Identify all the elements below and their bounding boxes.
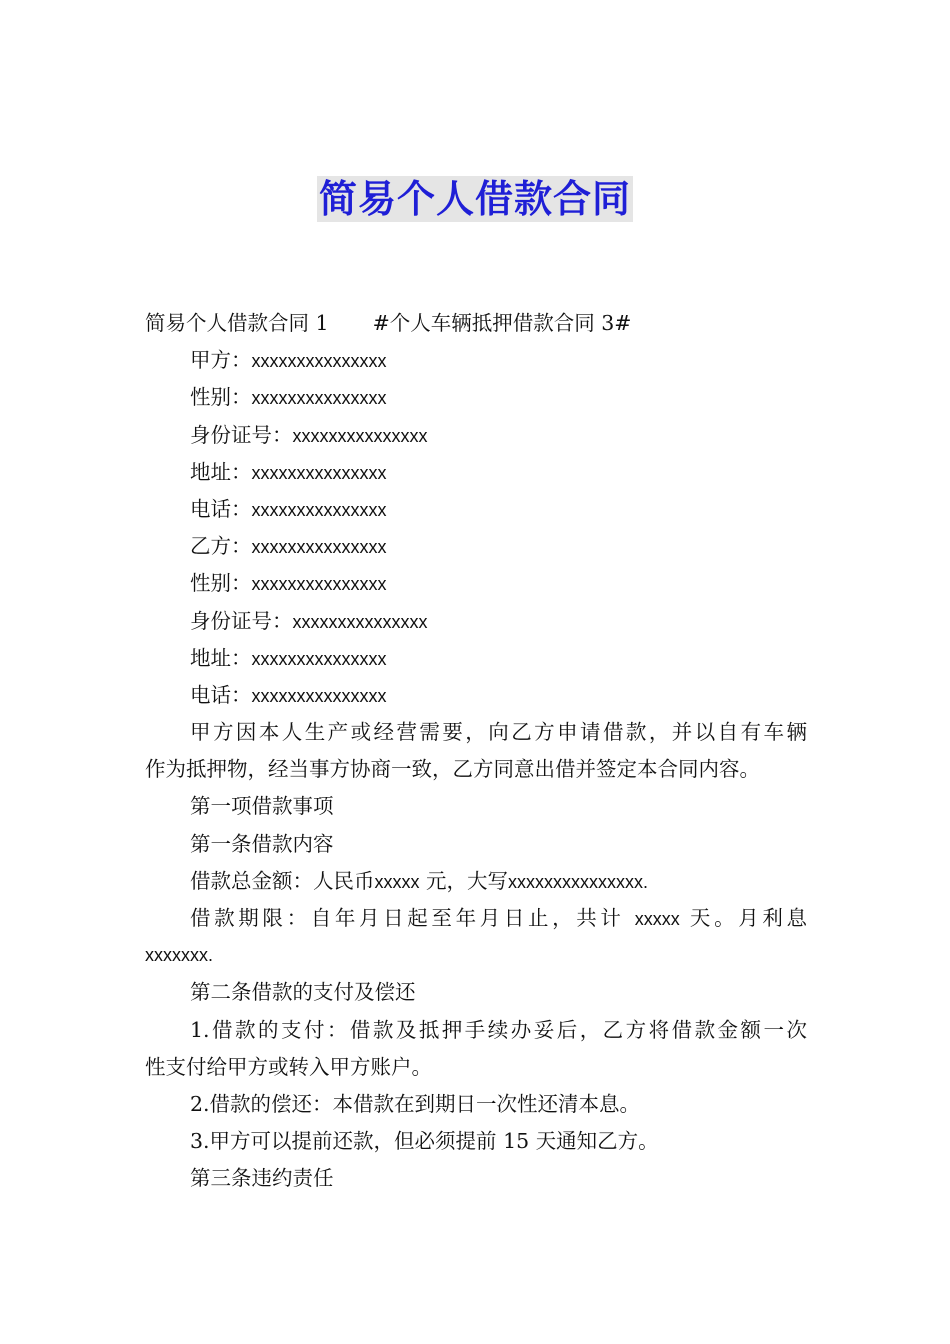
- field-label: 地址：: [190, 459, 252, 484]
- party-b-phone: [145, 677, 807, 714]
- amount-mid: 元，大写: [426, 868, 509, 893]
- field-label: 甲方：: [190, 348, 252, 373]
- term-prefix: 借款期限：自年月日起至年月日止，共计: [190, 906, 625, 930]
- intro-line-1: 甲方因本人生产或经营需要，向乙方申请借款，并以自有车辆: [190, 720, 807, 745]
- party-a-name: [145, 342, 807, 379]
- party-b-name: [145, 528, 807, 565]
- loan-term-line-2: xxxxxxx.: [145, 945, 214, 966]
- field-label: 电话：: [190, 496, 252, 521]
- field-value: xxxxxxxxxxxxxxx: [251, 574, 387, 595]
- party-b-id: [145, 603, 807, 640]
- party-b-gender: [145, 565, 807, 602]
- party-a-phone: [145, 491, 807, 528]
- loan-amount-line: [145, 863, 807, 900]
- amount-value: xxxxx: [374, 871, 420, 892]
- party-a-id: [145, 417, 807, 454]
- document-body: [145, 305, 807, 1198]
- title-container: [0, 176, 950, 222]
- term-days: xxxxx: [634, 909, 680, 929]
- field-value: xxxxxxxxxxxxxxx: [292, 611, 428, 632]
- field-label: 地址：: [190, 645, 252, 670]
- field-value: xxxxxxxxxxxxxxx: [292, 425, 428, 446]
- intro-line-2: 作为抵押物，经当事方协商一致，乙方同意出借并签定本合同内容。: [145, 757, 760, 782]
- payment-line-1: 1.借款的支付：借款及抵押手续办妥后，乙方将借款金额一次: [190, 1017, 807, 1042]
- loan-term-line-1: [145, 900, 807, 937]
- toc-item-2: #个人车辆抵押借款合同 3#: [372, 311, 632, 335]
- section-heading: 第一项借款事项: [190, 794, 334, 819]
- party-b-address: [145, 640, 807, 677]
- amount-words: xxxxxxxxxxxxxxx.: [508, 871, 649, 892]
- repayment-clause: 2.借款的偿还：本借款在到期日一次性还清本息。: [190, 1091, 641, 1116]
- field-label: 乙方：: [190, 534, 252, 559]
- field-value: xxxxxxxxxxxxxxx: [251, 462, 387, 483]
- party-a-address: [145, 454, 807, 491]
- amount-prefix: 借款总金额：人民币: [190, 868, 375, 893]
- toc-line: [145, 305, 807, 342]
- field-value: xxxxxxxxxxxxxxx: [251, 648, 387, 669]
- field-value: xxxxxxxxxxxxxxx: [251, 685, 387, 706]
- early-repayment-clause: 3.甲方可以提前还款，但必须提前 15 天通知乙方。: [190, 1129, 659, 1154]
- payment-line-2: 性支付给甲方或转入甲方账户。: [145, 1054, 432, 1079]
- party-a-gender: [145, 379, 807, 416]
- article-1-heading: 第一条借款内容: [190, 831, 334, 856]
- field-label: 身份证号：: [190, 608, 293, 633]
- term-suffix: 天。月利息: [689, 906, 807, 930]
- field-label: 性别：: [190, 385, 252, 410]
- field-label: 性别：: [190, 571, 252, 596]
- field-label: 身份证号：: [190, 422, 293, 447]
- article-3-heading: 第三条违约责任: [190, 1166, 334, 1191]
- article-2-heading: 第二条借款的支付及偿还: [190, 980, 416, 1005]
- toc-item-1: 简易个人借款合同 1: [145, 311, 329, 335]
- field-value: xxxxxxxxxxxxxxx: [251, 537, 387, 558]
- field-value: xxxxxxxxxxxxxxx: [251, 351, 387, 372]
- document-title: 简易个人借款合同: [318, 177, 631, 221]
- field-value: xxxxxxxxxxxxxxx: [251, 388, 387, 409]
- field-label: 电话：: [190, 682, 252, 707]
- field-value: xxxxxxxxxxxxxxx: [251, 499, 387, 520]
